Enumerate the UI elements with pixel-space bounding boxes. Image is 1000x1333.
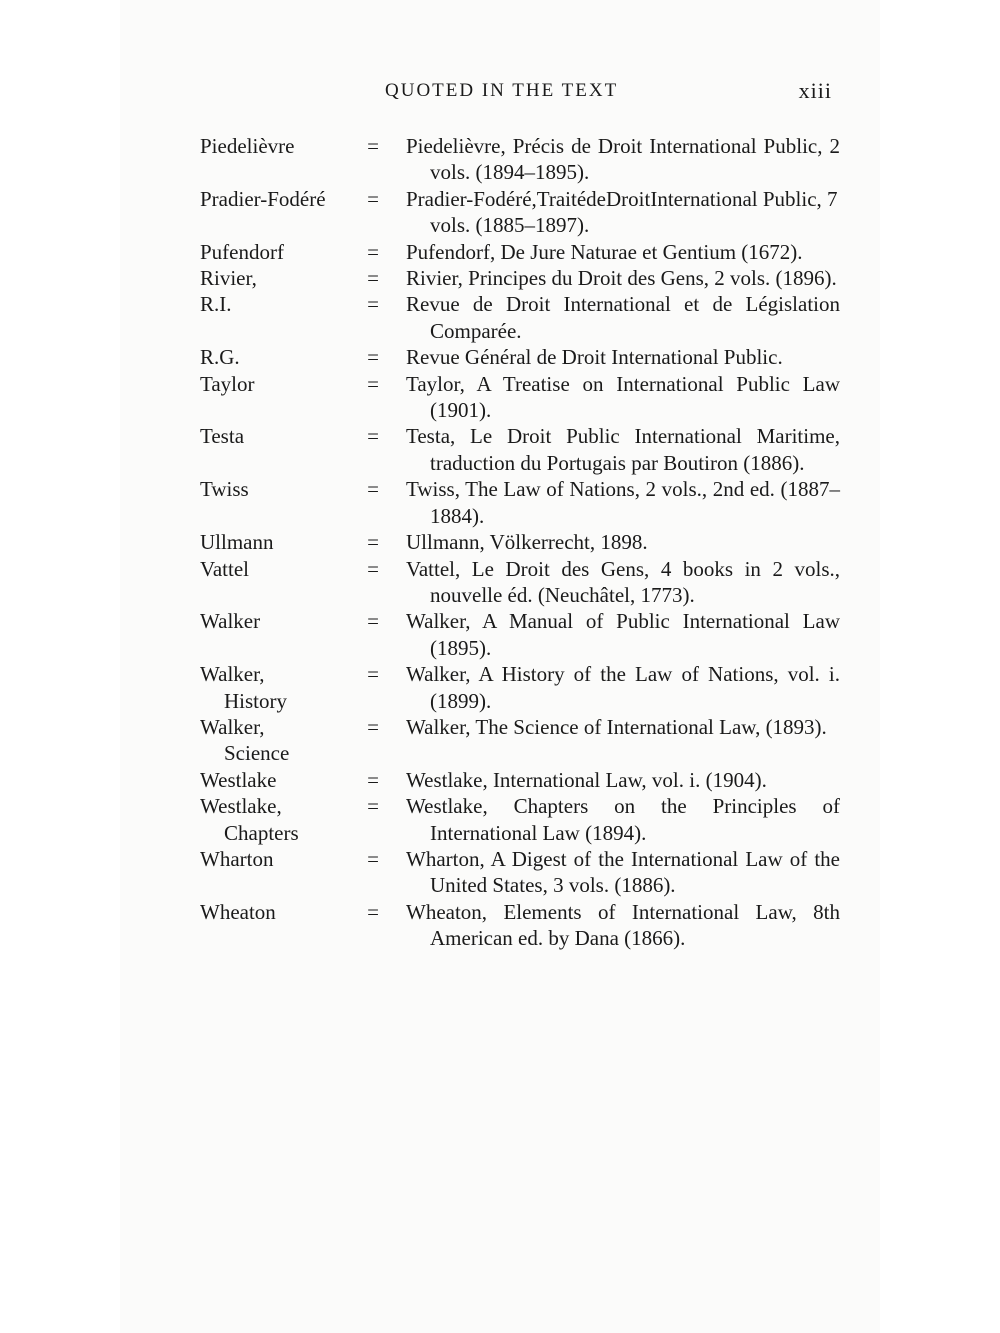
entry-definition: Walker, A History of the Law of Nations, vol. i. (1899). xyxy=(406,662,840,713)
equals-sign: = xyxy=(367,530,379,555)
entry-definition: Walker, A Manual of Public International Law (1895). xyxy=(406,609,840,660)
entry-definition: Vattel, Le Droit des Gens, 4 books in 2 vols., nouvelle éd. (Neuchâtel, 1773). xyxy=(406,556,840,607)
entry-wheaton xyxy=(200,899,840,952)
entry-definition: Ullmann, Völkerrecht, 1898. xyxy=(406,530,648,555)
entry-definition: Wharton, A Digest of the International Law of the United States, 3 vols. (1886). xyxy=(406,846,840,898)
equals-sign: = xyxy=(367,767,379,792)
entry-pradier-fodere xyxy=(200,186,840,239)
entry-westlake-chapters xyxy=(200,793,840,846)
entry-westlake xyxy=(200,767,840,793)
entry-term: Westlake xyxy=(200,767,277,792)
equals-sign: = xyxy=(367,292,379,317)
entry-vattel xyxy=(200,556,840,609)
entry-definition: Pradier-Fodéré,TraitédeDroitInternational Public, 7 vols. (1885–1897). xyxy=(406,186,838,238)
entry-walker xyxy=(200,608,840,661)
entry-twiss xyxy=(200,476,840,529)
entry-testa xyxy=(200,423,840,476)
equals-sign: = xyxy=(367,424,379,449)
equals-sign: = xyxy=(367,846,379,871)
page-number: xiii xyxy=(798,78,832,103)
entry-term: Vattel xyxy=(200,556,249,581)
equals-sign: = xyxy=(367,239,379,264)
entry-rg xyxy=(200,344,840,370)
entry-definition: Revue de Droit International et de Législation Comparée. xyxy=(406,292,840,343)
entry-definition: Testa, Le Droit Public International Maritime, traduction du Portugais par Boutiron (1886). xyxy=(406,424,840,475)
entry-pufendorf xyxy=(200,239,840,265)
entry-term-line1: Walker, xyxy=(200,662,265,687)
entry-walker-science xyxy=(200,714,840,767)
equals-sign: = xyxy=(367,899,379,924)
entry-term: Wheaton xyxy=(200,899,276,924)
entry-ri xyxy=(200,291,840,344)
entry-piedelievre xyxy=(200,133,840,186)
entry-definition: Wheaton, Elements of International Law, 8th American ed. by Dana (1866). xyxy=(406,899,840,951)
entry-term-line2: Chapters xyxy=(224,820,299,845)
equals-sign: = xyxy=(367,345,379,370)
entry-rivier xyxy=(200,265,840,291)
entry-definition: Taylor, A Treatise on International Public Law (1901). xyxy=(406,371,840,423)
entry-term: R.I. xyxy=(200,292,232,317)
entry-term: Ullmann xyxy=(200,530,274,555)
entry-definition: Twiss, The Law of Nations, 2 vols., 2nd ed. (1887–1884). xyxy=(406,477,840,528)
equals-sign: = xyxy=(367,609,379,634)
entry-definition: Rivier, Principes du Droit des Gens, 2 vols. (1896). xyxy=(406,266,837,291)
entry-definition: Piedelièvre, Précis de Droit International Public, 2 vols. (1894–1895). xyxy=(406,134,840,185)
equals-sign: = xyxy=(367,477,379,502)
equals-sign: = xyxy=(367,266,379,291)
entry-definition: Walker, The Science of International Law, (1893). xyxy=(406,714,827,739)
entry-term: Taylor xyxy=(200,371,255,396)
entry-term: Pufendorf xyxy=(200,239,284,264)
entry-walker-history xyxy=(200,661,840,714)
running-head: QUOTED IN THE TEXT xyxy=(385,80,619,101)
entry-term: Wharton xyxy=(200,846,274,871)
entry-term xyxy=(200,714,340,767)
entry-definition: Revue Général de Droit International Public. xyxy=(406,345,783,370)
entry-term: Pradier-Fodéré xyxy=(200,186,326,211)
equals-sign: = xyxy=(367,134,379,158)
entry-wharton xyxy=(200,846,840,899)
equals-sign: = xyxy=(367,186,379,211)
entry-ullmann xyxy=(200,529,840,555)
entry-term-line1: Westlake, xyxy=(200,794,282,819)
entry-taylor xyxy=(200,371,840,424)
entry-definition: Pufendorf, De Jure Naturae et Gentium (1672). xyxy=(406,239,803,264)
equals-sign: = xyxy=(367,714,379,739)
entry-term: Walker xyxy=(200,609,261,634)
equals-sign: = xyxy=(367,794,379,819)
abbreviation-list xyxy=(200,133,840,952)
entry-term xyxy=(200,661,340,714)
entry-term: Twiss xyxy=(200,477,249,502)
equals-sign: = xyxy=(367,662,379,687)
entry-term-line1: Walker, xyxy=(200,714,265,739)
entry-definition: Westlake, Chapters on the Principles of International Law (1894). xyxy=(406,794,840,845)
entry-term: R.G. xyxy=(200,345,240,370)
entry-term: Rivier, xyxy=(200,266,257,291)
entry-definition: Westlake, International Law, vol. i. (1904). xyxy=(406,767,767,792)
entry-term-line2: History xyxy=(224,688,287,713)
entry-term: Piedelièvre xyxy=(200,134,295,158)
equals-sign: = xyxy=(367,371,379,396)
entry-term xyxy=(200,793,340,846)
entry-term: Testa xyxy=(200,424,245,449)
equals-sign: = xyxy=(367,556,379,581)
entry-term-line2: Science xyxy=(224,741,290,766)
